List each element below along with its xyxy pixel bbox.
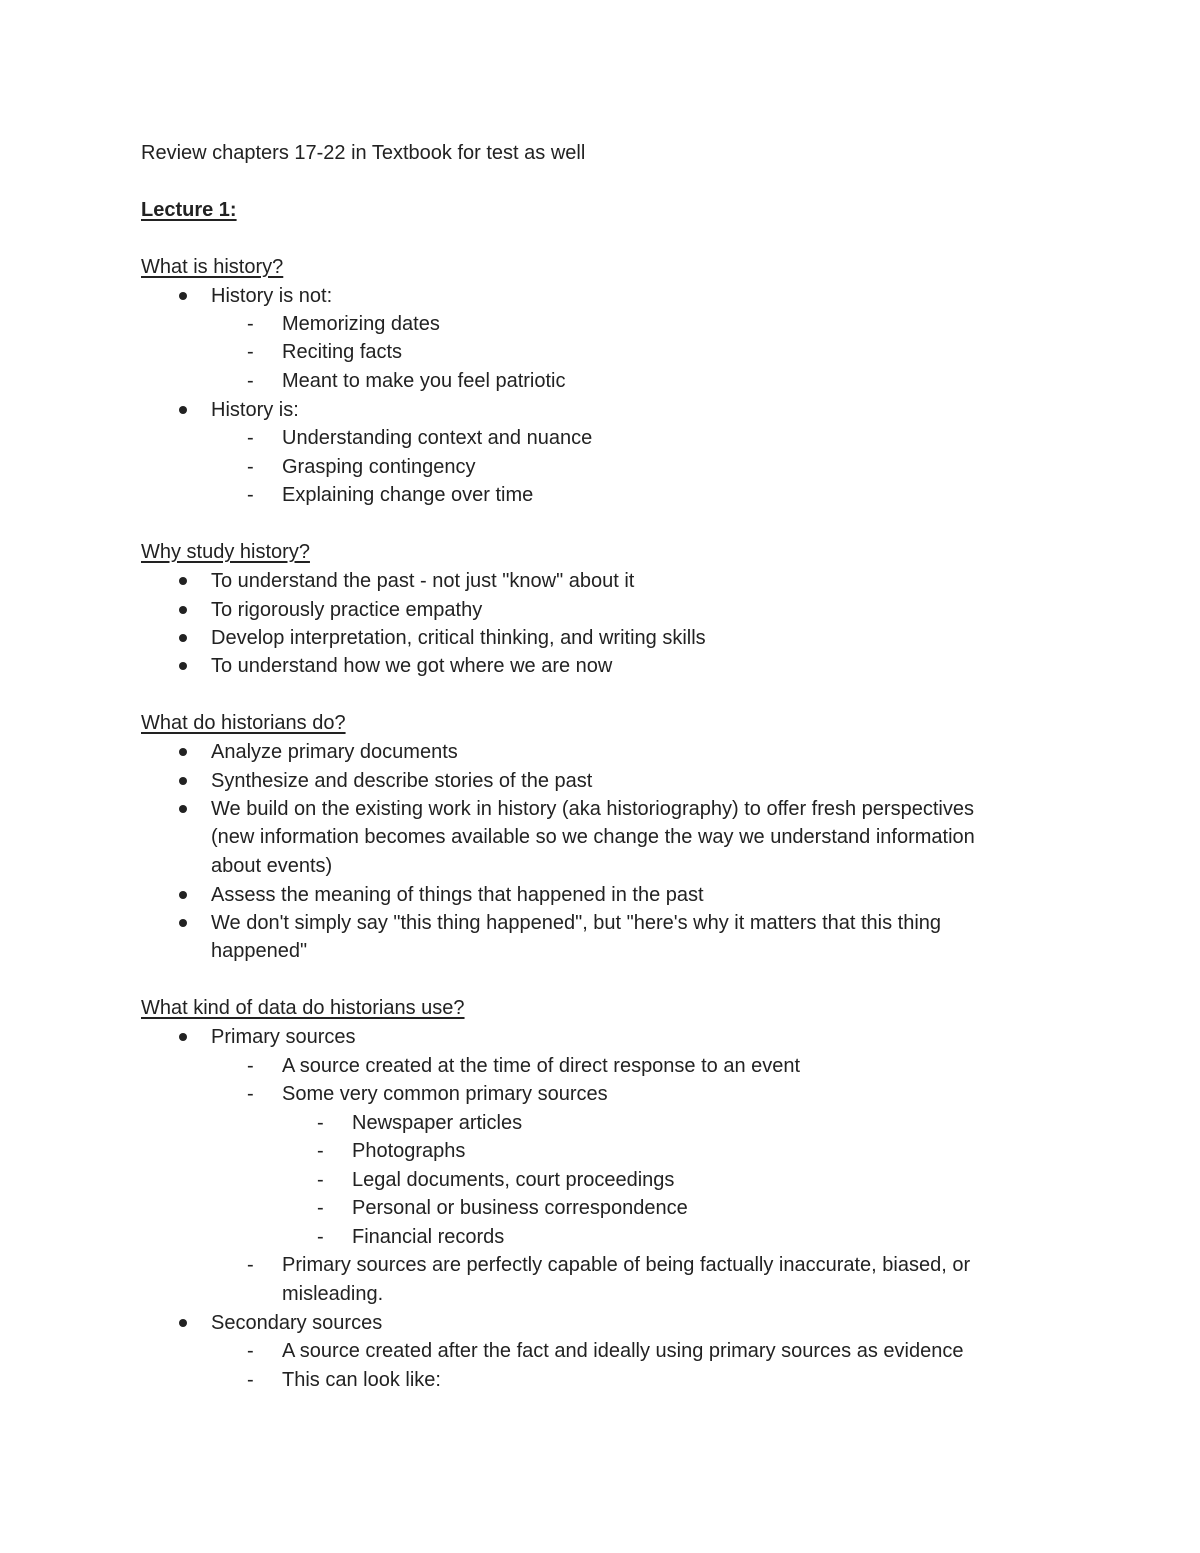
dash-icon: - bbox=[317, 1169, 324, 1191]
lecture-title: Lecture 1: bbox=[141, 199, 237, 221]
list-item: Primary sources are perfectly capable of being factually inaccurate, biased, or bbox=[282, 1254, 971, 1276]
dash-icon: - bbox=[247, 370, 254, 392]
dash-icon: - bbox=[247, 427, 254, 449]
list-item-continuation: about events) bbox=[211, 855, 333, 877]
bullet-icon bbox=[179, 606, 187, 614]
bullet-icon bbox=[179, 748, 187, 756]
dash-icon: - bbox=[247, 456, 254, 478]
list-item: A source created after the fact and ideally using primary sources as evidence bbox=[282, 1340, 964, 1362]
list-item: Synthesize and describe stories of the past bbox=[211, 770, 593, 792]
intro-line: Review chapters 17-22 in Textbook for test as well bbox=[141, 142, 586, 164]
dash-icon: - bbox=[247, 1369, 254, 1391]
list-item: Reciting facts bbox=[282, 341, 403, 363]
bullet-icon bbox=[179, 1033, 187, 1041]
bullet-icon bbox=[179, 777, 187, 785]
list-item: Assess the meaning of things that happened in the past bbox=[211, 884, 704, 906]
bullet-icon bbox=[179, 891, 187, 899]
list-item: To rigorously practice empathy bbox=[211, 599, 483, 621]
list-item: Personal or business correspondence bbox=[352, 1197, 688, 1219]
dash-icon: - bbox=[317, 1140, 324, 1162]
list-item: Develop interpretation, critical thinking, and writing skills bbox=[211, 627, 706, 649]
list-item: This can look like: bbox=[282, 1369, 441, 1391]
list-item: To understand how we got where we are now bbox=[211, 655, 613, 677]
heading-what-is-history: What is history? bbox=[141, 256, 284, 278]
bullet-icon bbox=[179, 577, 187, 585]
dash-icon: - bbox=[247, 1083, 254, 1105]
heading-data-used: What kind of data do historians use? bbox=[141, 997, 465, 1019]
list-item: Legal documents, court proceedings bbox=[352, 1169, 675, 1191]
list-item: Meant to make you feel patriotic bbox=[282, 370, 566, 392]
bullet-icon bbox=[179, 292, 187, 300]
dash-icon: - bbox=[247, 1340, 254, 1362]
list-item: Secondary sources bbox=[211, 1312, 383, 1334]
dash-icon: - bbox=[247, 484, 254, 506]
list-item-continuation: happened" bbox=[211, 940, 308, 962]
list-item: History is: bbox=[211, 399, 299, 421]
list-item: To understand the past - not just "know" about it bbox=[211, 570, 635, 592]
list-item: Grasping contingency bbox=[282, 456, 476, 478]
dash-icon: - bbox=[247, 1254, 254, 1276]
list-item-continuation: (new information becomes available so we change the way we understand information bbox=[211, 826, 975, 848]
list-item: Newspaper articles bbox=[352, 1112, 523, 1134]
dash-icon: - bbox=[247, 341, 254, 363]
bullet-icon bbox=[179, 805, 187, 813]
list-item: Financial records bbox=[352, 1226, 505, 1248]
list-item: Some very common primary sources bbox=[282, 1083, 608, 1105]
list-item: Memorizing dates bbox=[282, 313, 440, 335]
dash-icon: - bbox=[317, 1112, 324, 1134]
list-item: Analyze primary documents bbox=[211, 741, 458, 763]
heading-why-study: Why study history? bbox=[141, 541, 310, 563]
list-item: We don't simply say "this thing happened", but "here's why it matters that this thing bbox=[211, 912, 942, 934]
bullet-icon bbox=[179, 634, 187, 642]
dash-icon: - bbox=[247, 313, 254, 335]
list-item: We build on the existing work in history (aka historiography) to offer fresh perspectives bbox=[211, 798, 974, 820]
list-item: A source created at the time of direct response to an event bbox=[282, 1055, 801, 1077]
list-item: History is not: bbox=[211, 285, 333, 307]
bullet-icon bbox=[179, 919, 187, 927]
list-item: Primary sources bbox=[211, 1026, 356, 1048]
dash-icon: - bbox=[317, 1197, 324, 1219]
list-item: Explaining change over time bbox=[282, 484, 534, 506]
bullet-icon bbox=[179, 406, 187, 414]
list-item-continuation: misleading. bbox=[282, 1283, 384, 1305]
list-item: Understanding context and nuance bbox=[282, 427, 593, 449]
bullet-icon bbox=[179, 1319, 187, 1327]
dash-icon: - bbox=[247, 1055, 254, 1077]
heading-historians-do: What do historians do? bbox=[141, 712, 346, 734]
bullet-icon bbox=[179, 662, 187, 670]
list-item: Photographs bbox=[352, 1140, 466, 1162]
dash-icon: - bbox=[317, 1226, 324, 1248]
